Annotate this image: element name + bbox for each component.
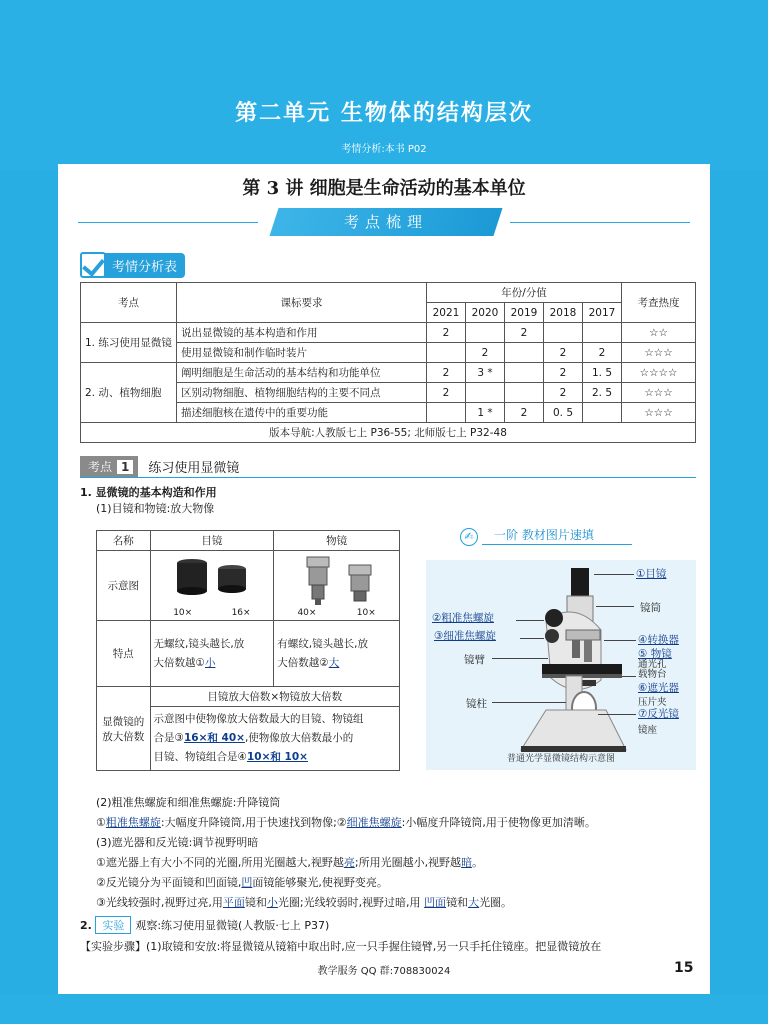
version-nav: 版本导航:人教版七上 P36-55; 北师版七上 P32-48 xyxy=(81,423,696,443)
para-text: 观察:练习使用显微镜(人教版·七上 P37) xyxy=(135,919,330,932)
leader-line xyxy=(622,676,636,677)
objective-features xyxy=(274,621,400,687)
paragraph-3b xyxy=(96,874,388,890)
banner-rule-left xyxy=(78,222,258,223)
para-text: ① xyxy=(96,816,106,829)
year-cell: 2018 xyxy=(544,303,583,323)
requirement-cell: 阐明细胞是生命活动的基本结构和功能单位 xyxy=(177,363,427,383)
answer-blank: 亮 xyxy=(343,856,355,869)
para-text: 镜和 xyxy=(244,896,267,909)
page-paper xyxy=(58,164,710,994)
score-cell: 1 * xyxy=(466,403,505,423)
analysis-tag-label: 考情分析表 xyxy=(104,253,185,278)
feature-text: 大倍数越① xyxy=(153,656,205,669)
magnification-formula: 目镜放大倍数×物镜放大倍数 xyxy=(150,687,399,707)
mag-line: 目镜、物镜组合是④ xyxy=(153,751,247,763)
score-cell: 3 * xyxy=(466,363,505,383)
experiment-tag: 实验 xyxy=(95,916,131,934)
eyepiece-features xyxy=(150,621,274,687)
heat-stars: ☆☆☆ xyxy=(622,403,696,423)
bottom-band xyxy=(0,994,768,1024)
kaodian-banner xyxy=(269,208,502,236)
item-number: 2. xyxy=(80,919,92,932)
year-cell: 2021 xyxy=(427,303,466,323)
score-cell: 2 xyxy=(466,343,505,363)
para-text: ;所用光圈越小,视野越 xyxy=(354,856,462,869)
label-mirror xyxy=(638,706,679,721)
answer-blank: 凹面 xyxy=(424,896,447,909)
score-cell xyxy=(427,403,466,423)
answer-blank: 10×和 10× xyxy=(246,751,308,763)
score-cell xyxy=(544,323,583,343)
magnification-text xyxy=(150,707,399,771)
label-nosepiece xyxy=(638,632,679,647)
label-arm: 镜臂 xyxy=(464,654,485,666)
kaodian-tag xyxy=(80,456,138,477)
section-heading: 1. 显微镜的基本构造和作用 xyxy=(80,486,217,499)
stage-tag xyxy=(460,526,636,548)
lens-header-name: 名称 xyxy=(97,531,151,551)
heat-stars: ☆☆☆ xyxy=(622,343,696,363)
leader-line xyxy=(492,702,566,703)
mag-line: ,使物像放大倍数最小的 xyxy=(244,732,354,744)
paragraph-3: (3)遮光器和反光镜:调节视野明暗 xyxy=(96,836,259,849)
score-cell: 2 xyxy=(505,403,544,423)
label-objective-text: ⑤ 物镜 xyxy=(638,648,672,660)
analysis-table xyxy=(80,282,696,443)
objective-illustration xyxy=(274,551,400,621)
label-tube: 镜筒 xyxy=(640,602,661,614)
answer-blank: 小 xyxy=(204,656,216,669)
analysis-tag xyxy=(80,252,185,278)
kaodian-1: 1. 练习使用显微镜 xyxy=(81,323,177,363)
objective-mark: 10× xyxy=(356,608,376,618)
requirement-cell: 使用显微镜和制作临时装片 xyxy=(177,343,427,363)
para-text: :小幅度升降镜筒,用于使物像更加清晰。 xyxy=(401,816,596,829)
leader-line xyxy=(492,658,548,659)
kaodian-title: 练习使用显微镜 xyxy=(148,461,240,476)
label-diaphragm xyxy=(638,680,679,695)
kaodian-2: 2. 动、植物细胞 xyxy=(81,363,177,423)
answer-blank: 粗准焦螺旋 xyxy=(105,816,161,829)
checkmark-icon xyxy=(80,252,106,278)
stage-label: 一阶 教材图片速填 xyxy=(494,528,594,542)
para-text: 光圈;光线较弱时,视野过暗,用 xyxy=(277,896,425,909)
kaodian-tag-label: 考点 xyxy=(88,460,113,474)
diagram-caption: 普通光学显微镜结构示意图 xyxy=(506,754,615,764)
label-coarse-focus-text: ②粗准焦螺旋 xyxy=(432,612,494,624)
eyepiece-illustration xyxy=(150,551,274,621)
objective-mark: 40× xyxy=(297,608,317,618)
score-cell xyxy=(466,383,505,403)
page-number: 15 xyxy=(674,960,694,976)
score-cell: 2 xyxy=(505,323,544,343)
score-cell: 2 xyxy=(544,363,583,383)
answer-blank: 大 xyxy=(328,656,340,669)
col-header-standard: 课标要求 xyxy=(177,283,427,323)
answer-blank: 暗 xyxy=(461,856,473,869)
microscope-diagram xyxy=(426,560,696,770)
para-text: ③光线较强时,视野过亮,用 xyxy=(96,896,223,909)
label-clip: 压片夹 xyxy=(638,697,667,708)
feature-text: 无螺纹,镜头越长,放 xyxy=(153,637,245,650)
table-row xyxy=(81,363,696,383)
unit-title: 第二单元 生物体的结构层次 xyxy=(235,101,533,126)
label-mirror-text: ⑦反光镜 xyxy=(638,708,679,720)
leader-line xyxy=(604,640,636,641)
answer-blank: 大 xyxy=(468,896,480,909)
lens-header-eyepiece: 目镜 xyxy=(150,531,274,551)
para-text: 镜和 xyxy=(446,896,469,909)
label-base: 镜座 xyxy=(638,725,658,736)
footer-service: 教学服务 QQ 群:708830024 xyxy=(317,966,451,977)
label-stage: 载物台 xyxy=(638,669,667,680)
requirement-cell: 区别动物细胞、植物细胞结构的主要不同点 xyxy=(177,383,427,403)
score-cell xyxy=(583,403,622,423)
banner-label: 考点梳理 xyxy=(343,213,428,231)
label-coarse-focus xyxy=(432,610,494,625)
lecture-title: 第 3 讲 细胞是生命活动的基本单位 xyxy=(242,178,526,199)
kaodian-number: 1 xyxy=(116,459,134,475)
paragraph-3c xyxy=(96,894,512,910)
score-cell: 2 xyxy=(427,363,466,383)
lens-table xyxy=(96,530,400,771)
heat-stars: ☆☆ xyxy=(622,323,696,343)
para-text: 。 xyxy=(472,856,484,869)
label-aperture: 通光孔 xyxy=(638,659,667,670)
col-header-kaodian: 考点 xyxy=(81,283,177,323)
score-cell: 0. 5 xyxy=(544,403,583,423)
label-fine-focus xyxy=(434,628,496,643)
leader-line xyxy=(598,714,636,715)
score-cell: 1. 5 xyxy=(583,363,622,383)
eyepiece-lens-icon xyxy=(164,553,260,611)
label-eyepiece-text: ①目镜 xyxy=(636,568,667,580)
answer-blank: 凹 xyxy=(241,876,253,889)
score-cell: 2 xyxy=(544,343,583,363)
label-nosepiece-text: ④转换器 xyxy=(638,634,679,646)
table-row xyxy=(81,323,696,343)
label-eyepiece xyxy=(636,566,666,581)
label-diaphragm-text: ⑥遮光器 xyxy=(638,682,679,694)
year-cell: 2020 xyxy=(466,303,505,323)
score-cell xyxy=(505,383,544,403)
answer-blank: 细准焦螺旋 xyxy=(346,816,402,829)
score-cell xyxy=(505,343,544,363)
leader-line xyxy=(596,606,634,607)
leader-line xyxy=(520,638,544,639)
score-cell xyxy=(583,323,622,343)
score-cell: 2 xyxy=(544,383,583,403)
score-cell xyxy=(505,363,544,383)
row-label-diagram: 示意图 xyxy=(97,551,151,621)
row-label-magnification: 显微镜的放大倍数 xyxy=(97,687,151,771)
answer-blank: 小 xyxy=(266,896,278,909)
requirement-cell: 说出显微镜的基本构造和作用 xyxy=(177,323,427,343)
eyepiece-mark: 10× xyxy=(173,608,193,618)
eyepiece-mark: 16× xyxy=(231,608,251,618)
mag-line: 示意图中使物像放大倍数最大的目镜、物镜组 xyxy=(153,713,364,725)
leader-line xyxy=(594,574,634,575)
mag-line: 合是③ xyxy=(153,732,184,744)
para-text: ②反光镜分为平面镜和凹面镜, xyxy=(96,876,242,889)
leader-line xyxy=(516,620,544,621)
score-cell xyxy=(427,343,466,363)
feature-text: 大倍数越② xyxy=(277,656,329,669)
label-fine-focus-text: ③细准焦螺旋 xyxy=(434,630,496,642)
para-text: 光圈。 xyxy=(479,896,513,909)
lens-header-objective: 物镜 xyxy=(274,531,400,551)
answer-blank: 平面 xyxy=(222,896,245,909)
para-text: :大幅度升降镜筒,用于快速找到物像;② xyxy=(160,816,347,829)
stage-underline xyxy=(482,544,632,545)
paragraph-2a xyxy=(96,814,596,830)
col-header-years: 年份/分值 xyxy=(427,283,622,303)
analysis-reference: 考情分析:本书 P02 xyxy=(341,144,427,155)
paragraph-4 xyxy=(80,916,329,934)
objective-lens-icon xyxy=(289,553,385,611)
score-cell: 2. 5 xyxy=(583,383,622,403)
year-cell: 2017 xyxy=(583,303,622,323)
score-cell: 2 xyxy=(583,343,622,363)
score-cell xyxy=(466,323,505,343)
row-label-features: 特点 xyxy=(97,621,151,687)
kaodian-section-header xyxy=(80,456,696,478)
score-cell: 2 xyxy=(427,323,466,343)
paragraph-5: 【实验步骤】(1)取镜和安放:将显微镜从镜箱中取出时,应一只手握住镜臂,另一只手托住镜座。把显微镜放在 xyxy=(80,940,602,953)
heat-stars: ☆☆☆☆ xyxy=(622,363,696,383)
requirement-cell: 描述细胞核在遗传中的重要功能 xyxy=(177,403,427,423)
pencil-icon: ✍ xyxy=(460,528,478,546)
year-cell: 2019 xyxy=(505,303,544,323)
answer-blank: 16×和 40× xyxy=(183,732,245,744)
para-text: 面镜能够聚光,使视野变亮。 xyxy=(252,876,388,889)
para-text: ①遮光器上有大小不同的光圈,所用光圈越大,视野越 xyxy=(96,856,344,869)
subsection-heading: (1)目镜和物镜:放大物像 xyxy=(96,502,215,515)
paragraph-2: (2)粗准焦螺旋和细准焦螺旋:升降镜筒 xyxy=(96,796,281,809)
banner-rule-right xyxy=(510,222,690,223)
col-header-heat: 考查热度 xyxy=(622,283,696,323)
feature-text: 有螺纹,镜头越长,放 xyxy=(277,637,368,650)
score-cell: 2 xyxy=(427,383,466,403)
heat-stars: ☆☆☆ xyxy=(622,383,696,403)
label-pillar: 镜柱 xyxy=(466,698,487,710)
paragraph-3a xyxy=(96,854,483,870)
